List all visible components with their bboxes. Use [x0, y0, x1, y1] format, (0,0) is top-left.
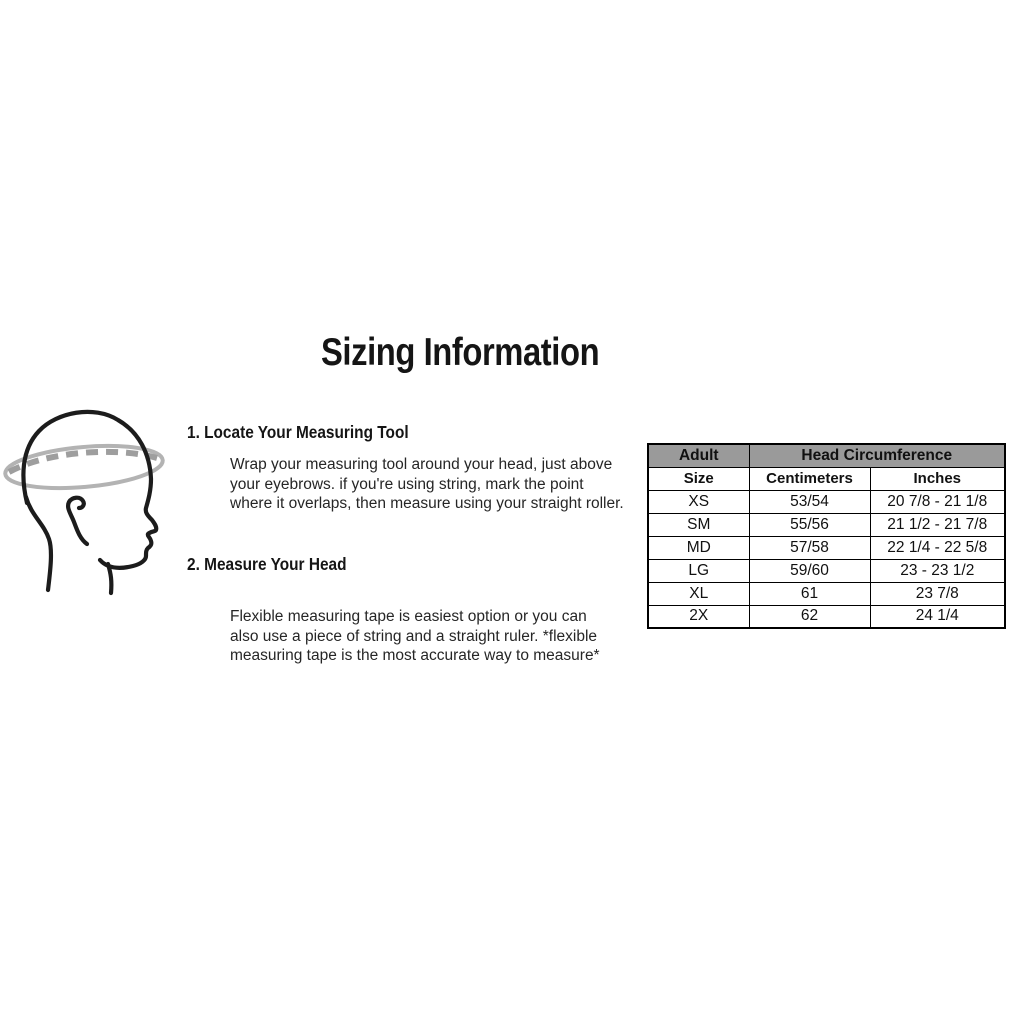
head-profile-illustration [0, 400, 190, 600]
cell-size: LG [648, 559, 749, 582]
table-row [648, 513, 1005, 536]
column-header-size: Size [648, 467, 749, 490]
head-outline [23, 412, 156, 568]
cell-size: 2X [648, 605, 749, 628]
page-title: Sizing Information [321, 331, 600, 374]
table-row [648, 490, 1005, 513]
table-group-header-row [648, 444, 1005, 467]
step2-body [230, 607, 600, 666]
cell-inches: 24 1/4 [870, 605, 1005, 628]
cell-cm: 53/54 [749, 490, 870, 513]
cell-size: XS [648, 490, 749, 513]
neck-back-line [26, 497, 51, 590]
group-header-adult: Adult [648, 444, 749, 467]
cell-inches: 20 7/8 - 21 1/8 [870, 490, 1005, 513]
step2-heading: 2. Measure Your Head [187, 554, 347, 574]
text-line: Wrap your measuring tool around your head, just above [230, 456, 613, 473]
cell-inches: 23 7/8 [870, 582, 1005, 605]
text-line: measuring tape is the most accurate way to measure* [230, 647, 600, 665]
size-table [647, 443, 1006, 629]
cell-size: XL [648, 582, 749, 605]
text-line: your eyebrows. if you're using string, mark the point [230, 475, 584, 493]
table-row [648, 559, 1005, 582]
cell-inches: 22 1/4 - 22 5/8 [870, 536, 1005, 559]
cell-inches: 21 1/2 - 21 7/8 [870, 513, 1005, 536]
group-header-circumference: Head Circumference [749, 444, 1005, 467]
table-row [648, 582, 1005, 605]
step1-body [230, 455, 624, 514]
table-column-header-row [648, 467, 1005, 490]
table-row [648, 605, 1005, 628]
column-header-centimeters: Centimeters [749, 467, 870, 490]
neck-front-line [108, 564, 111, 593]
step1-heading: 1. Locate Your Measuring Tool [187, 422, 409, 442]
cell-cm: 61 [749, 582, 870, 605]
cell-size: SM [648, 513, 749, 536]
cell-cm: 57/58 [749, 536, 870, 559]
text-line: where it overlaps, then measure using your straight roller. [230, 495, 624, 513]
text-line: Flexible measuring tape is easiest option or you can [230, 608, 587, 625]
column-header-inches: Inches [870, 467, 1005, 490]
text-line: also use a piece of string and a straight ruler. *flexible [230, 627, 598, 645]
cell-inches: 23 - 23 1/2 [870, 559, 1005, 582]
table-row [648, 536, 1005, 559]
ear-outline [68, 498, 87, 544]
cell-cm: 59/60 [749, 559, 870, 582]
cell-cm: 62 [749, 605, 870, 628]
cell-cm: 55/56 [749, 513, 870, 536]
cell-size: MD [648, 536, 749, 559]
